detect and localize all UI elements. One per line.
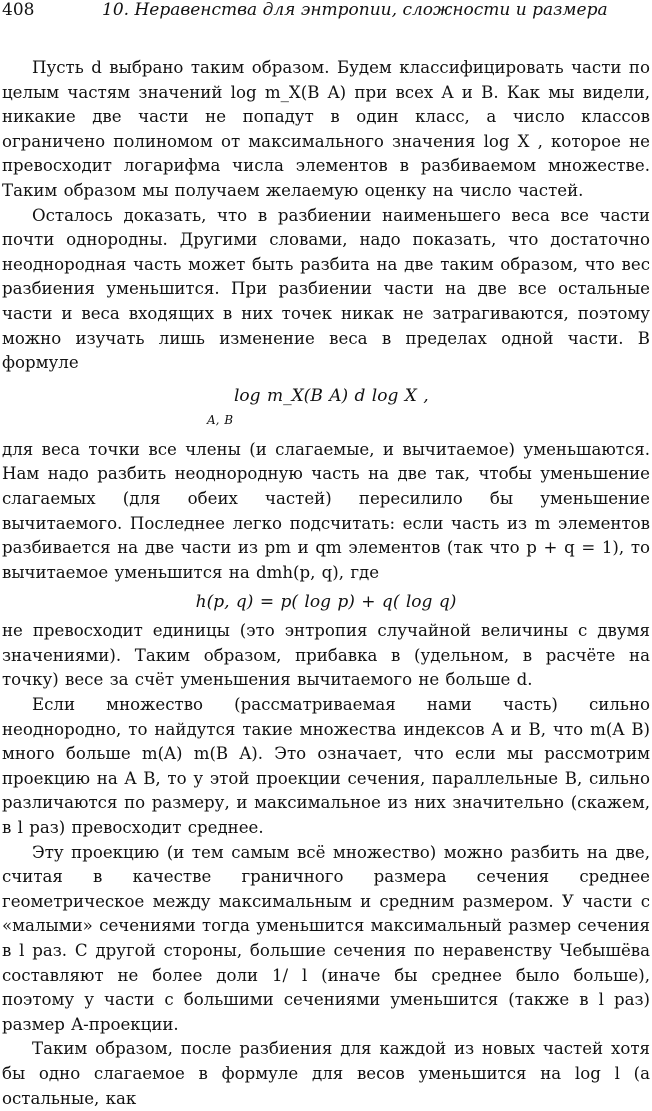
weight-formula-main: log m_X(B A) d log X , — [234, 385, 429, 406]
paragraph-homogeneity: Осталось доказать, что в разбиении наименьшего веса все части почти однородны. Другими словами, надо показать, что достаточно неоднородная часть может быть разбита на две таким образом, что вес разбиения уменьшится. При разбиении части на две все остальные части и веса входящих в них точек никак не затрагиваются, поэтому можно изучать лишь изменение веса в пределах одной части. В формуле — [2, 205, 650, 373]
paragraph-classification: Пусть d выбрано таким образом. Будем классифицировать части по целым частям значений log m_X(B A) при всех A и B. Как мы видели, никакие две части не попадут в один класс, а число классов ограничено полиномом от максимального значения log X , которое не превосходит логарифма числа элементов в разбиваемом множестве. Таким образом мы получаем желаемую оценку на число частей. — [2, 58, 650, 200]
paragraph-weight-decrease: для веса точки все члены (и слагаемые, и вычитаемое) уменьшаются. Нам надо разбить неоднородную часть на две так, чтобы уменьшение слагаемых (для обеих частей) пересилило бы уменьшение вычитаемого. Последнее легко подсчитать: если часть из m элементов разбивается на две части из pm и qm элементов (так что p + q = 1), то вычитаемое уменьшится на dmh(p, q), где — [2, 439, 650, 582]
page-header — [2, 0, 650, 24]
paragraph-projection-split: Эту проекцию (и тем самым всё множество) можно разбить на две, считая в качестве граничного размера сечения среднее геометрическое между максимальным и средним размером. У части с «малыми» сечениями тогда уменьшится максимальный размер сечения в l раз. С другой стороны, большие сечения по неравенству Чебышёва составляют не более доли 1/ l (иначе бы среднее было больше), поэтому у части с большими сечениями уменьшится (также в l раз) размер A-проекции. — [2, 842, 650, 1034]
entropy-formula: h(p, q) = p( log p) + q( log q) — [195, 592, 457, 613]
paragraph-entropy-bound: не превосходит единицы (это энтропия случайной величины с двумя значениями). Таким образом, прибавка в (удельном, в расчёте на точку) весе за счёт уменьшения вычитаемого не больше d. — [2, 621, 650, 690]
weight-formula — [2, 376, 650, 438]
running-title: 10. Неравенства для энтропии, сложности и размера — [102, 0, 608, 20]
paragraph-conclusion: Таким образом, после разбиения для каждой из новых частей хотя бы одно слагаемое в формуле для весов уменьшится на log l (а остальные, как — [2, 1039, 650, 1108]
body-text — [2, 56, 650, 1111]
paragraph-inhomogeneous-set: Если множество (рассматриваемая нами часть) сильно неоднородно, то найдутся такие множества индексов A и B, что m(A B) много больше m(A) m(B A). Это означает, что если мы рассмотрим проекцию на A B, то у этой проекции сечения, параллельные B, сильно различаются по размеру, и максимальное из них значительно (скажем, в l раз) превосходит среднее. — [2, 695, 650, 838]
weight-formula-subscript: A, B — [207, 412, 234, 427]
page-number: 408 — [2, 0, 35, 20]
